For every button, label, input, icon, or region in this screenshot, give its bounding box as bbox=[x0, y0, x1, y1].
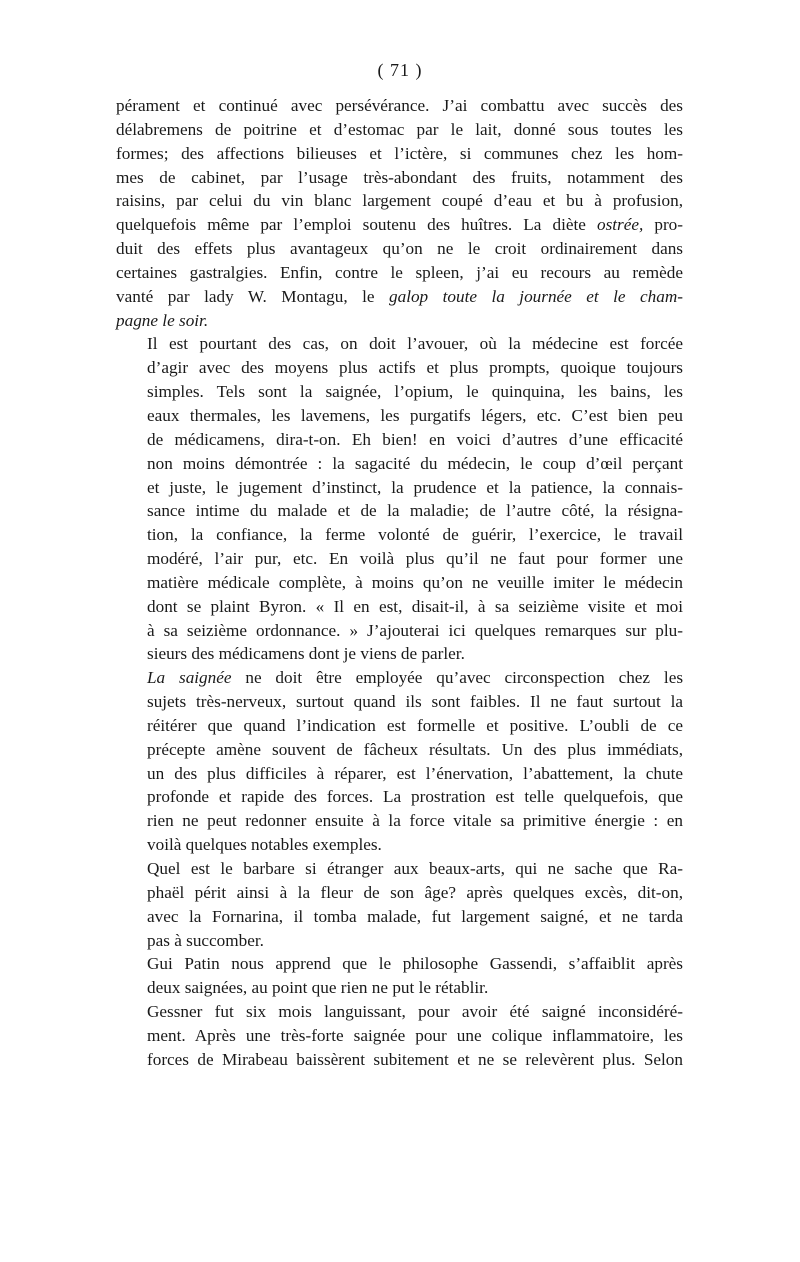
text-run: tion, la confiance, la ferme volonté de guérir, l’exercice, le travail bbox=[147, 525, 683, 545]
text-line bbox=[116, 452, 683, 476]
text-run: pas à succomber. bbox=[147, 930, 264, 950]
text-run: formes; des affections bilieuses et l’ictère, si communes chez les hom- bbox=[116, 143, 683, 163]
italic-text: La saignée bbox=[147, 668, 232, 688]
text-run: réitérer que quand l’indication est formelle et positive. L’oubli de ce bbox=[147, 715, 683, 735]
text-line bbox=[116, 738, 683, 762]
paragraph bbox=[116, 1000, 683, 1072]
text-run: vanté par lady W. Montagu, le bbox=[116, 286, 389, 306]
paragraph bbox=[116, 666, 683, 857]
text-run: matière médicale complète, à moins qu’on ne veuille imiter le médecin bbox=[147, 572, 683, 592]
text-run: sance intime du malade et de la maladie; de l’autre côté, la résigna- bbox=[147, 501, 683, 521]
text-run: quelquefois même par l’emploi soutenu des huîtres. La diète bbox=[116, 215, 597, 235]
text-line bbox=[116, 929, 683, 953]
italic-text: ostrée, bbox=[596, 215, 644, 235]
text-run: et juste, le jugement d’instinct, la prudence et la patience, la connais- bbox=[147, 477, 683, 497]
text-line bbox=[116, 833, 683, 857]
text-run: profonde et rapide des forces. La prostration est telle quelquefois, que bbox=[147, 787, 683, 807]
text-run: voilà quelques notables exemples. bbox=[147, 835, 382, 855]
text-run: délabremens de poitrine et d’estomac par le lait, donné sous toutes les bbox=[116, 119, 683, 139]
text-run: ment. Après une très-forte saignée pour une colique inflammatoire, les bbox=[147, 1025, 683, 1045]
italic-text: pagne le soir. bbox=[116, 310, 209, 330]
text-line bbox=[116, 285, 683, 309]
body-text bbox=[116, 94, 683, 1072]
text-line bbox=[116, 261, 683, 285]
text-run: forces de Mirabeau baissèrent subitement et ne se relevèrent plus. Selon bbox=[147, 1049, 683, 1069]
text-run: ne doit être employée qu’avec circonspection chez les bbox=[231, 668, 684, 688]
text-run: non moins démontrée : la sagacité du médecin, le coup d’œil perçant bbox=[147, 453, 683, 473]
text-run: simples. Tels sont la saignée, l’opium, le quinquina, les bains, les bbox=[147, 382, 683, 402]
text-line bbox=[116, 118, 683, 142]
text-line bbox=[116, 356, 683, 380]
text-run: d’agir avec des moyens plus actifs et plus prompts, quoique toujours bbox=[147, 358, 683, 378]
text-line bbox=[116, 213, 683, 237]
text-run: phaël périt ainsi à la fleur de son âge? après quelques excès, dit-on, bbox=[147, 882, 683, 902]
text-line bbox=[116, 428, 683, 452]
text-line bbox=[116, 523, 683, 547]
text-run: pro- bbox=[643, 215, 683, 235]
text-line bbox=[116, 237, 683, 261]
text-line bbox=[116, 476, 683, 500]
text-run: Gui Patin nous apprend que le philosophe Gassendi, s’affaiblit après bbox=[147, 954, 683, 974]
text-line bbox=[116, 762, 683, 786]
text-line bbox=[116, 952, 683, 976]
text-line bbox=[116, 499, 683, 523]
text-line bbox=[116, 785, 683, 809]
text-line bbox=[116, 166, 683, 190]
paragraph bbox=[116, 952, 683, 1000]
text-run: sujets très-nerveux, surtout quand ils sont faibles. Il ne faut surtout la bbox=[147, 692, 683, 712]
text-line bbox=[116, 690, 683, 714]
text-run: précepte amène souvent de fâcheux résultats. Un des plus immédiats, bbox=[147, 739, 683, 759]
text-run: rien ne peut redonner ensuite à la force vitale sa primitive énergie : en bbox=[147, 811, 683, 831]
text-line bbox=[116, 380, 683, 404]
italic-text: galop toute la journée et le cham- bbox=[389, 286, 683, 306]
text-line bbox=[116, 809, 683, 833]
text-line bbox=[116, 714, 683, 738]
text-line bbox=[116, 857, 683, 881]
text-run: un des plus difficiles à réparer, est l’énervation, l’abattement, la chute bbox=[147, 763, 683, 783]
text-line bbox=[116, 595, 683, 619]
text-run: eaux thermales, les lavemens, les purgatifs légers, etc. C’est bien peu bbox=[147, 405, 683, 425]
text-run: pérament et continué avec persévérance. J’ai combattu avec succès des bbox=[116, 96, 683, 115]
text-run: sieurs des médicamens dont je viens de parler. bbox=[147, 644, 465, 664]
text-line bbox=[116, 1000, 683, 1024]
text-line bbox=[116, 1048, 683, 1072]
text-run: Quel est le barbare si étranger aux beaux-arts, qui ne sache que Ra- bbox=[147, 859, 683, 878]
text-line bbox=[116, 309, 683, 333]
text-line bbox=[116, 571, 683, 595]
text-run: Il est pourtant des cas, on doit l’avouer, où la médecine est forcée bbox=[147, 334, 683, 354]
text-run: dont se plaint Byron. « Il en est, disait-il, à sa seizième visite et moi bbox=[147, 596, 683, 616]
text-run: modéré, l’air pur, etc. En voilà plus qu’il ne faut pour former une bbox=[147, 549, 683, 569]
text-line bbox=[116, 94, 683, 118]
text-run: avec la Fornarina, il tomba malade, fut largement saigné, et ne tarda bbox=[147, 906, 683, 926]
text-line bbox=[116, 332, 683, 356]
text-line bbox=[116, 642, 683, 666]
paragraph bbox=[116, 857, 683, 952]
text-run: mes de cabinet, par l’usage très-abondant des fruits, notamment des bbox=[116, 167, 683, 187]
text-run: Gessner fut six mois languissant, pour avoir été saigné inconsidéré- bbox=[147, 1002, 683, 1022]
paragraph bbox=[116, 332, 683, 666]
text-run: de médicamens, dira-t-on. Eh bien! en voici d’autres d’une efficacité bbox=[147, 429, 683, 449]
text-line bbox=[116, 547, 683, 571]
text-line bbox=[116, 881, 683, 905]
text-run: deux saignées, au point que rien ne put le rétablir. bbox=[147, 978, 489, 998]
paragraph bbox=[116, 94, 683, 332]
text-run: à sa seizième ordonnance. » J’ajouterai ici quelques remarques sur plu- bbox=[147, 620, 683, 640]
text-run: duit des effets plus avantageux qu’on ne le croit ordinairement dans bbox=[116, 239, 683, 259]
text-line bbox=[116, 666, 683, 690]
page-number: ( 71 ) bbox=[377, 60, 423, 80]
text-run: raisins, par celui du vin blanc largement coupé d’eau et bu à profusion, bbox=[116, 191, 683, 211]
text-line bbox=[116, 404, 683, 428]
text-run: certaines gastralgies. Enfin, contre le spleen, j’ai eu recours au remède bbox=[116, 262, 683, 282]
text-line bbox=[116, 976, 683, 1000]
text-line bbox=[116, 189, 683, 213]
text-line bbox=[116, 905, 683, 929]
text-line bbox=[116, 1024, 683, 1048]
text-line bbox=[116, 619, 683, 643]
text-line bbox=[116, 142, 683, 166]
